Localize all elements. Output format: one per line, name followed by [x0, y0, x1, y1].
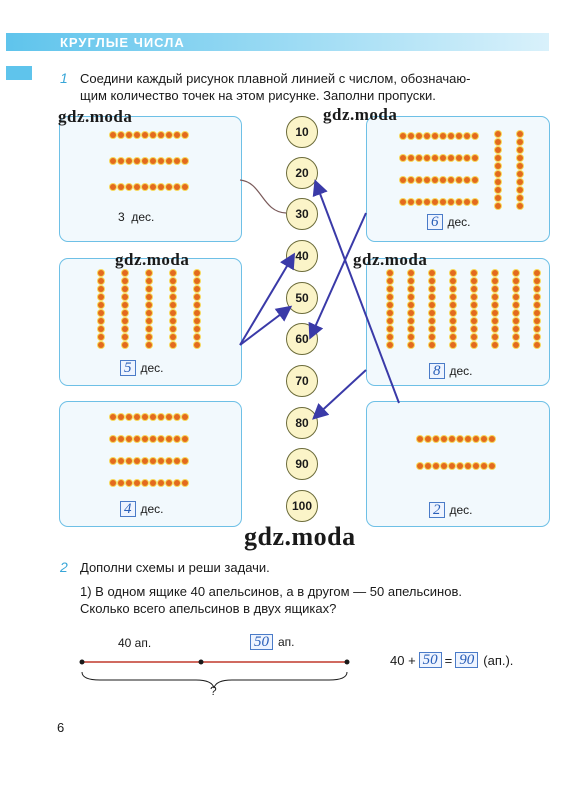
dot-row-f	[417, 463, 495, 469]
dot-column-b	[146, 270, 152, 348]
dot-column-e	[513, 270, 519, 348]
dot-row-a	[110, 158, 188, 164]
card-e-answer[interactable]: 8	[429, 363, 445, 379]
watermark-2: gdz.moda	[323, 105, 398, 124]
task-1-line-1: Соедини каждый рисунок плавной линией с числом, обозначаю-	[80, 71, 471, 86]
number-50[interactable]: 50	[286, 282, 318, 314]
watermark-5: gdz.moda	[244, 522, 356, 551]
number-60[interactable]: 60	[286, 323, 318, 355]
dot-column-b	[98, 270, 104, 348]
card-d-label: 6 дес.	[427, 214, 471, 230]
dot-row-c	[110, 480, 188, 486]
dot-row-d	[400, 177, 478, 183]
dot-column-e	[429, 270, 435, 348]
card-e-label: 8 дес.	[429, 363, 473, 379]
number-30[interactable]: 30	[286, 198, 318, 230]
watermark-4: gdz.moda	[353, 250, 428, 269]
dot-column-b	[170, 270, 176, 348]
scheme-left-label: 40 ап.	[118, 636, 152, 650]
card-f-answer[interactable]: 2	[429, 502, 445, 518]
dot-column-d	[495, 131, 501, 209]
line-card-e-to-80	[315, 370, 366, 417]
dot-row-c	[110, 458, 188, 464]
watermark-1: gdz.moda	[58, 107, 133, 126]
number-100[interactable]: 100	[286, 490, 318, 522]
task-1-number: 1	[60, 70, 68, 86]
dot-row-d	[400, 199, 478, 205]
dot-row-c	[110, 436, 188, 442]
number-10[interactable]: 10	[286, 116, 318, 148]
card-c-label: 4 дес.	[120, 501, 164, 517]
dot-row-d	[400, 133, 478, 139]
task-2-sub1-line-1: 1) В одном ящике 40 апельсинов, а в другом — 50 апельсинов.	[80, 584, 462, 599]
number-80[interactable]: 80	[286, 407, 318, 439]
line-card-b-to-40	[240, 256, 293, 345]
dot-column-e	[450, 270, 456, 348]
task-1-line-2: щим количество точек на этом рисунке. Заполни пропуски.	[80, 88, 436, 103]
dot-column-e	[387, 270, 393, 348]
dot-row-c	[110, 414, 188, 420]
dot-column-b	[122, 270, 128, 348]
line-card-a-to-30	[240, 180, 286, 213]
card-c-answer[interactable]: 4	[120, 501, 136, 517]
dot-column-d	[517, 131, 523, 209]
eq-unit: (ап.).	[483, 652, 514, 668]
margin-marker	[6, 66, 32, 80]
page-number: 6	[57, 720, 65, 735]
section-title: КРУГЛЫЕ ЧИСЛА	[60, 35, 185, 50]
watermark-3: gdz.moda	[115, 250, 190, 269]
equation	[390, 652, 513, 668]
card-b-answer[interactable]: 5	[120, 360, 136, 376]
dot-card-e[interactable]	[366, 258, 550, 386]
dot-column-e	[534, 270, 540, 348]
dot-column-e	[408, 270, 414, 348]
task-2-sub1-line-2: Сколько всего апельсинов в двух ящиках?	[80, 601, 337, 616]
task-2-intro: Дополни схемы и реши задачи.	[80, 560, 270, 575]
card-a-label: 3 дес.	[118, 210, 155, 224]
number-70[interactable]: 70	[286, 365, 318, 397]
number-20[interactable]: 20	[286, 157, 318, 189]
eq-answer-b[interactable]: 90	[455, 652, 478, 668]
dot-row-a	[110, 184, 188, 190]
dot-row-a	[110, 132, 188, 138]
scheme-right-answer[interactable]: 50	[250, 634, 273, 650]
number-40[interactable]: 40	[286, 240, 318, 272]
task-2-number: 2	[60, 559, 68, 575]
dot-column-b	[194, 270, 200, 348]
card-d-answer[interactable]: 6	[427, 214, 443, 230]
scheme-question: ?	[210, 684, 217, 698]
scheme-right-label: 50 ап.	[250, 634, 295, 650]
line-card-d-to-60	[311, 213, 366, 336]
eq-left: 40 +	[390, 652, 416, 668]
dot-column-e	[471, 270, 477, 348]
dot-row-f	[417, 436, 495, 442]
number-90[interactable]: 90	[286, 448, 318, 480]
line-card-b-to-50	[240, 308, 289, 345]
card-f-label: 2 дес.	[429, 502, 473, 518]
dot-row-d	[400, 155, 478, 161]
eq-equals: =	[444, 652, 453, 668]
eq-answer-a[interactable]: 50	[419, 652, 442, 668]
card-b-label: 5 дес.	[120, 360, 164, 376]
dot-column-e	[492, 270, 498, 348]
